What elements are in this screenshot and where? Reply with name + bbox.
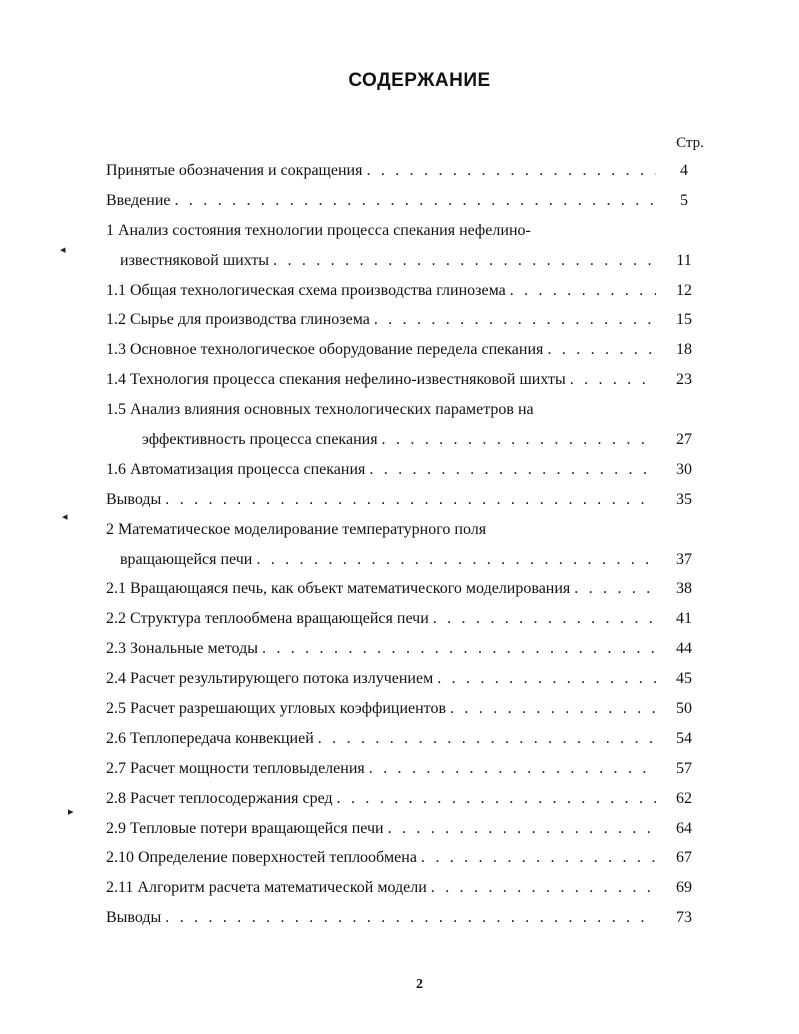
dot-leader [431, 873, 656, 903]
toc-entry [106, 754, 700, 784]
toc-entry [106, 156, 700, 186]
toc-entry [106, 425, 700, 455]
toc-entry-page: 50 [676, 700, 692, 718]
toc-entry-title: 2.3 Зональные методы [106, 640, 258, 658]
toc-entry-page: 30 [676, 460, 692, 478]
toc-entry-title: 1 Анализ состояния технологии процесса спекания нефелино- [106, 221, 531, 239]
toc-entry-title: Введение [106, 191, 171, 209]
toc-entry-page: 15 [676, 311, 692, 329]
toc-entry-page: 62 [676, 789, 692, 807]
dot-leader [262, 634, 656, 664]
dot-leader [318, 724, 656, 754]
toc-entry-page: 54 [676, 729, 692, 747]
toc-entry-title: 2.1 Вращающаяся печь, как объект математического моделирования [106, 580, 571, 598]
toc-entry-page: 38 [676, 580, 692, 598]
toc-entry-title: Выводы [106, 490, 162, 508]
dot-leader [273, 246, 656, 276]
toc-entry-title: 2.2 Структура теплообмена вращающейся печи [106, 610, 429, 628]
toc-entry [106, 664, 700, 694]
dot-leader [337, 784, 656, 814]
toc-entry-title: Выводы [106, 909, 162, 927]
toc-entry-title: 2.9 Тепловые потери вращающейся печи [106, 819, 384, 837]
toc-entry [106, 604, 700, 634]
dot-leader [574, 574, 656, 604]
toc-entry-title: 2.11 Алгоритм расчета математической модели [106, 879, 427, 897]
dot-leader [369, 455, 656, 485]
toc-entry [106, 694, 700, 724]
toc-entry [106, 186, 700, 216]
toc-entry [106, 873, 700, 903]
toc-entry [106, 545, 700, 575]
toc-entry [106, 724, 700, 754]
dot-leader [388, 814, 656, 844]
toc-entry-page: 12 [676, 281, 692, 299]
scan-speck-icon: ▸ [68, 805, 74, 818]
toc-entry [106, 814, 700, 844]
toc-entry-title: 1.2 Сырье для производства глинозема [106, 311, 370, 329]
page-title: СОДЕРЖАНИЕ [348, 70, 491, 91]
toc-entry [106, 216, 700, 246]
toc-entry-title: 2.10 Определение поверхностей теплообмена [106, 849, 417, 867]
toc-entry-title: 2.4 Расчет результирующего потока излучением [106, 670, 434, 688]
toc-entry [106, 843, 700, 873]
toc-entry [106, 395, 700, 425]
toc-entry-title: 1.5 Анализ влияния основных технологических параметров на [106, 401, 534, 419]
dot-leader [256, 545, 656, 575]
dot-leader [165, 903, 656, 933]
toc-entry [106, 455, 700, 485]
toc-entry-title: 2.8 Расчет теплосодержания сред [106, 789, 333, 807]
dot-leader [366, 156, 656, 186]
toc-entry-title: известняковой шихты [120, 251, 270, 269]
dot-leader [510, 276, 656, 306]
page-column-header: Стр. [676, 135, 704, 151]
dot-leader [433, 604, 656, 634]
toc-entry-page: 73 [676, 909, 692, 927]
toc-entry-title: 2.5 Расчет разрешающих угловых коэффициентов [106, 700, 446, 718]
table-of-contents [106, 156, 700, 933]
toc-entry-page: 4 [680, 162, 688, 179]
dot-leader [175, 186, 657, 216]
toc-entry-title: вращающейся печи [120, 550, 253, 568]
toc-entry [106, 246, 700, 276]
dot-leader [369, 754, 656, 784]
toc-entry-title: 1.3 Основное технологическое оборудование передела спекания [106, 341, 544, 359]
toc-entry-page: 18 [676, 341, 692, 359]
toc-entry-page: 23 [676, 371, 692, 389]
dot-leader [450, 694, 656, 724]
toc-entry-title: 1.4 Технология процесса спекания нефелино-известняковой шихты [106, 371, 566, 389]
dot-leader [570, 365, 656, 395]
toc-entry [106, 574, 700, 604]
toc-entry-page: 5 [680, 191, 688, 209]
toc-entry-page: 64 [676, 819, 692, 837]
toc-entry-title: 1.1 Общая технологическая схема производства глинозема [106, 281, 506, 299]
toc-entry-page: 67 [676, 849, 692, 867]
toc-entry [106, 305, 700, 335]
toc-entry-page: 57 [676, 759, 692, 777]
toc-entry-title: 2.6 Теплопередача конвекцией [106, 729, 314, 747]
toc-entry [106, 276, 700, 306]
toc-entry-title: Принятые обозначения и сокращения [106, 162, 363, 179]
dot-leader [421, 843, 656, 873]
toc-entry-page: 35 [676, 490, 692, 508]
scan-speck-icon: ◂ [60, 243, 66, 256]
toc-entry [106, 634, 700, 664]
toc-entry-title: 1.6 Автоматизация процесса спекания [106, 460, 366, 478]
toc-entry [106, 485, 700, 515]
scan-speck-icon: ◂ [62, 510, 68, 523]
dot-leader [547, 335, 656, 365]
toc-entry-title: 2 Математическое моделирование температурного поля [106, 520, 487, 538]
page-number: 2 [416, 977, 423, 992]
toc-entry [106, 335, 700, 365]
dot-leader [382, 425, 656, 455]
toc-entry-title: 2.7 Расчет мощности тепловыделения [106, 759, 365, 777]
toc-entry [106, 515, 700, 545]
toc-entry [106, 784, 700, 814]
toc-entry-page: 45 [676, 670, 692, 688]
toc-entry-page: 37 [676, 550, 692, 568]
dot-leader [437, 664, 656, 694]
dot-leader [374, 305, 656, 335]
toc-entry-title: эффективность процесса спекания [142, 431, 378, 449]
dot-leader [165, 485, 656, 515]
toc-entry-page: 27 [676, 431, 692, 449]
toc-entry [106, 365, 700, 395]
toc-entry-page: 11 [676, 251, 692, 269]
toc-entry-page: 44 [676, 640, 692, 658]
toc-entry-page: 69 [676, 879, 692, 897]
toc-entry-page: 41 [676, 610, 692, 628]
toc-entry [106, 903, 700, 933]
